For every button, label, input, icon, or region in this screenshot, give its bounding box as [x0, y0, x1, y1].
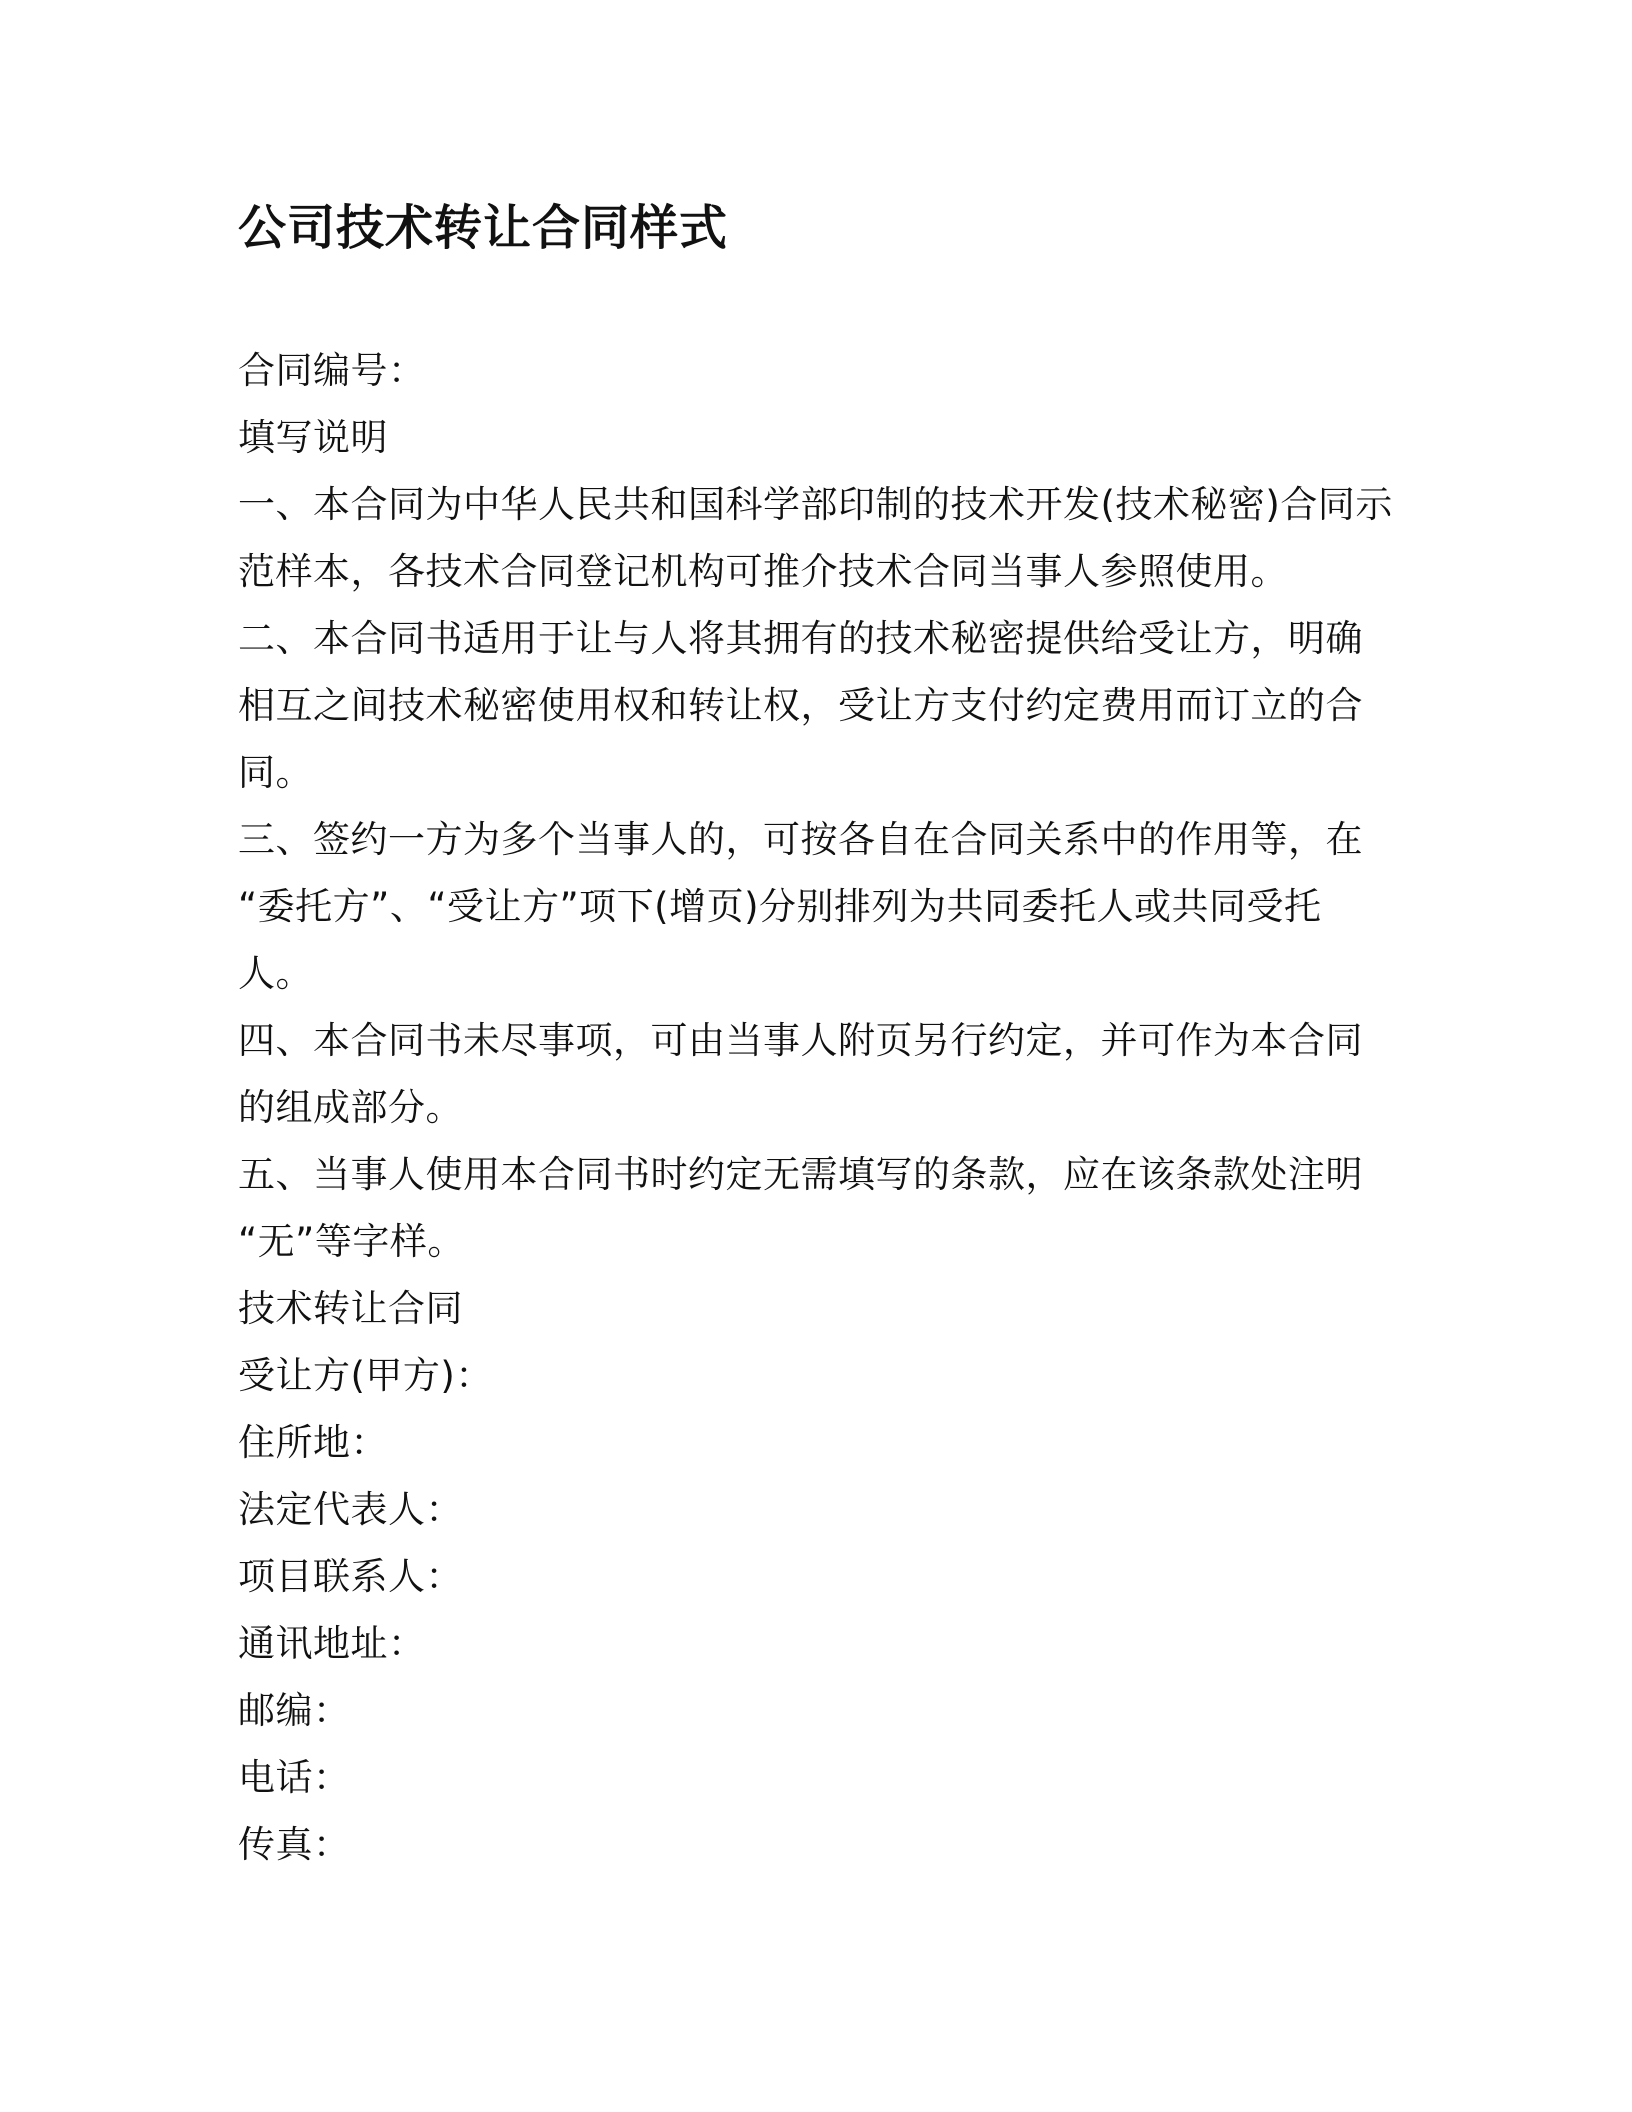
instruction-4-line-2: 的组成部分。: [238, 1086, 463, 1129]
instruction-2-line-1: 二、本合同书适用于让与人将其拥有的技术秘密提供给受让方，明确: [238, 617, 1363, 660]
instruction-3-line-2: “委托方”、“受让方”项下(增页)分别排列为共同委托人或共同受托: [238, 885, 1322, 928]
fax-label: 传真：: [238, 1823, 351, 1866]
contract-number-label: 合同编号：: [238, 349, 426, 392]
postal-code-label: 邮编：: [238, 1689, 351, 1732]
instruction-5-line-2: “无”等字样。: [238, 1220, 465, 1263]
instruction-2-line-2: 相互之间技术秘密使用权和转让权，受让方支付约定费用而订立的合: [238, 684, 1363, 727]
phone-label: 电话：: [238, 1756, 351, 1799]
transferee-label: 受让方(甲方)：: [238, 1354, 493, 1397]
instruction-1-line-2: 范样本，各技术合同登记机构可推介技术合同当事人参照使用。: [238, 550, 1288, 593]
instruction-4-line-1: 四、本合同书未尽事项，可由当事人附页另行约定，并可作为本合同: [238, 1019, 1363, 1062]
instruction-2-line-3: 同。: [238, 751, 313, 794]
instruction-3-line-1: 三、签约一方为多个当事人的，可按各自在合同关系中的作用等，在: [238, 818, 1363, 861]
contract-heading: 技术转让合同: [238, 1287, 463, 1330]
document-body: [238, 337, 1398, 1878]
legal-representative-label: 法定代表人：: [238, 1488, 463, 1531]
instruction-5-line-1: 五、当事人使用本合同书时约定无需填写的条款，应在该条款处注明: [238, 1153, 1363, 1196]
instructions-heading: 填写说明: [238, 416, 388, 459]
mailing-address-label: 通讯地址：: [238, 1622, 426, 1665]
instruction-1-line-1: 一、本合同为中华人民共和国科学部印制的技术开发(技术秘密)合同示: [238, 483, 1393, 526]
domicile-label: 住所地：: [238, 1421, 388, 1464]
project-contact-label: 项目联系人：: [238, 1555, 463, 1598]
document-title: 公司技术转让合同样式: [238, 200, 729, 256]
instruction-3-line-3: 人。: [238, 952, 313, 995]
